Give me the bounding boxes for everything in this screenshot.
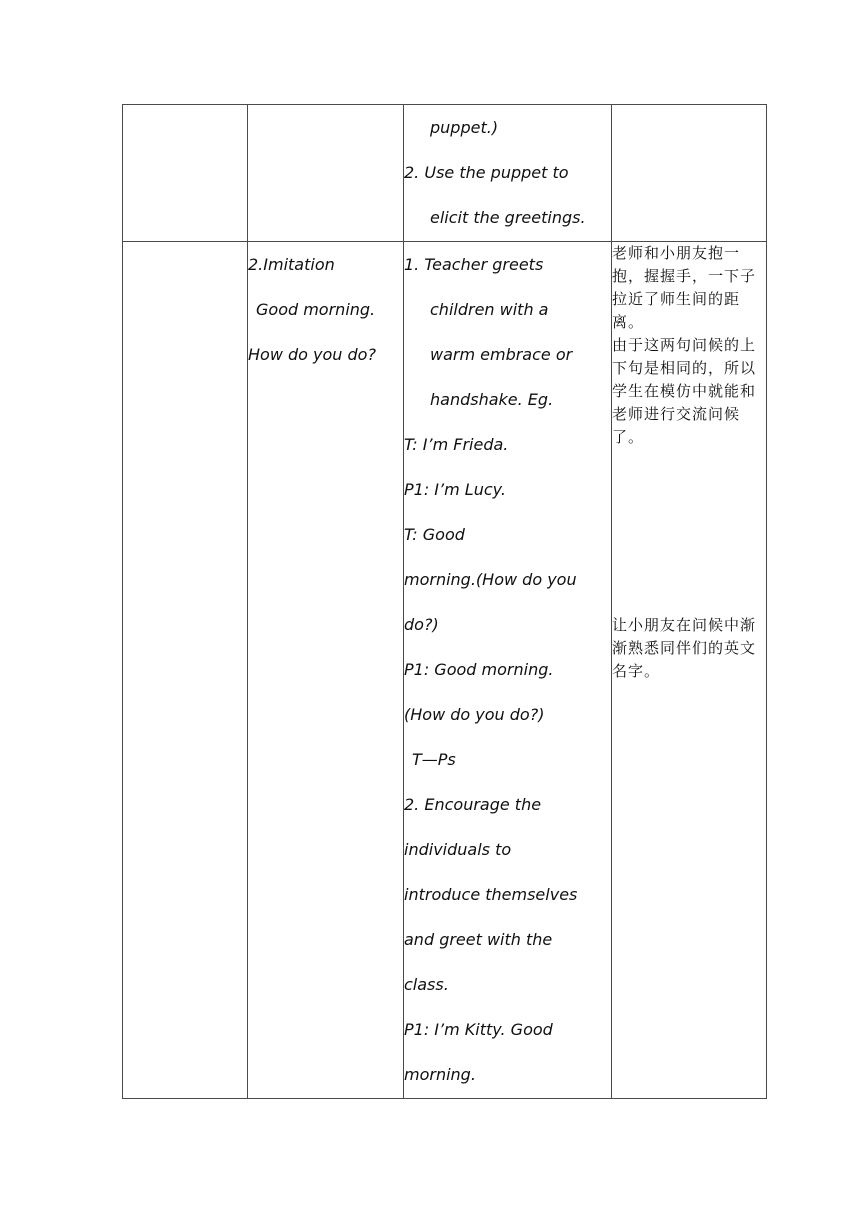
procedure-line: do?) xyxy=(404,615,439,634)
procedure-line: warm embrace or xyxy=(430,345,573,364)
procedure-line: individuals to xyxy=(404,840,512,859)
empty-cell xyxy=(123,105,248,242)
procedure-line: 1. Teacher greets xyxy=(404,255,544,274)
procedure-line: P1: Good morning. xyxy=(404,660,554,679)
procedure-line: 2. Encourage the xyxy=(404,795,542,814)
note-paragraph: 老师和小朋友抱一抱，握握手，一下子拉近了师生间的距离。 xyxy=(612,244,757,331)
empty-cell xyxy=(612,105,767,242)
notes-cell xyxy=(612,242,767,1099)
procedure-cell xyxy=(404,105,612,242)
step-phrase: How do you do? xyxy=(248,345,376,364)
procedure-line: handshake. Eg. xyxy=(430,390,554,409)
procedure-line: class. xyxy=(404,975,449,994)
empty-cell xyxy=(248,105,404,242)
procedure-line: morning. xyxy=(404,1065,476,1084)
table-row xyxy=(123,105,767,242)
table-row xyxy=(123,242,767,1099)
procedure-line: morning.(How do you xyxy=(404,570,577,589)
lesson-plan-table xyxy=(122,104,767,1099)
procedure-line: P1: I’m Kitty. Good xyxy=(404,1020,553,1039)
procedure-line: P1: I’m Lucy. xyxy=(404,480,506,499)
procedure-cell xyxy=(404,242,612,1099)
procedure-line: elicit the greetings. xyxy=(430,208,586,227)
note-paragraph: 让小朋友在问候中渐渐熟悉同伴们的英文名字。 xyxy=(612,616,757,680)
note-paragraph: 由于这两句问候的上下句是相同的，所以学生在模仿中就能和老师进行交流问候了。 xyxy=(612,336,757,446)
spacer xyxy=(612,449,766,614)
procedure-line: T—Ps xyxy=(412,750,456,769)
procedure-line: 2. Use the puppet to xyxy=(404,163,569,182)
procedure-line: puppet.) xyxy=(430,118,499,137)
procedure-line: children with a xyxy=(430,300,549,319)
empty-cell xyxy=(123,242,248,1099)
step-title: 2.Imitation xyxy=(248,255,335,274)
procedure-line: introduce themselves xyxy=(404,885,578,904)
procedure-line: (How do you do?) xyxy=(404,705,545,724)
step-cell xyxy=(248,242,404,1099)
step-phrase: Good morning. xyxy=(256,300,376,319)
procedure-line: and greet with the xyxy=(404,930,553,949)
procedure-line: T: I’m Frieda. xyxy=(404,435,509,454)
procedure-line: T: Good xyxy=(404,525,465,544)
